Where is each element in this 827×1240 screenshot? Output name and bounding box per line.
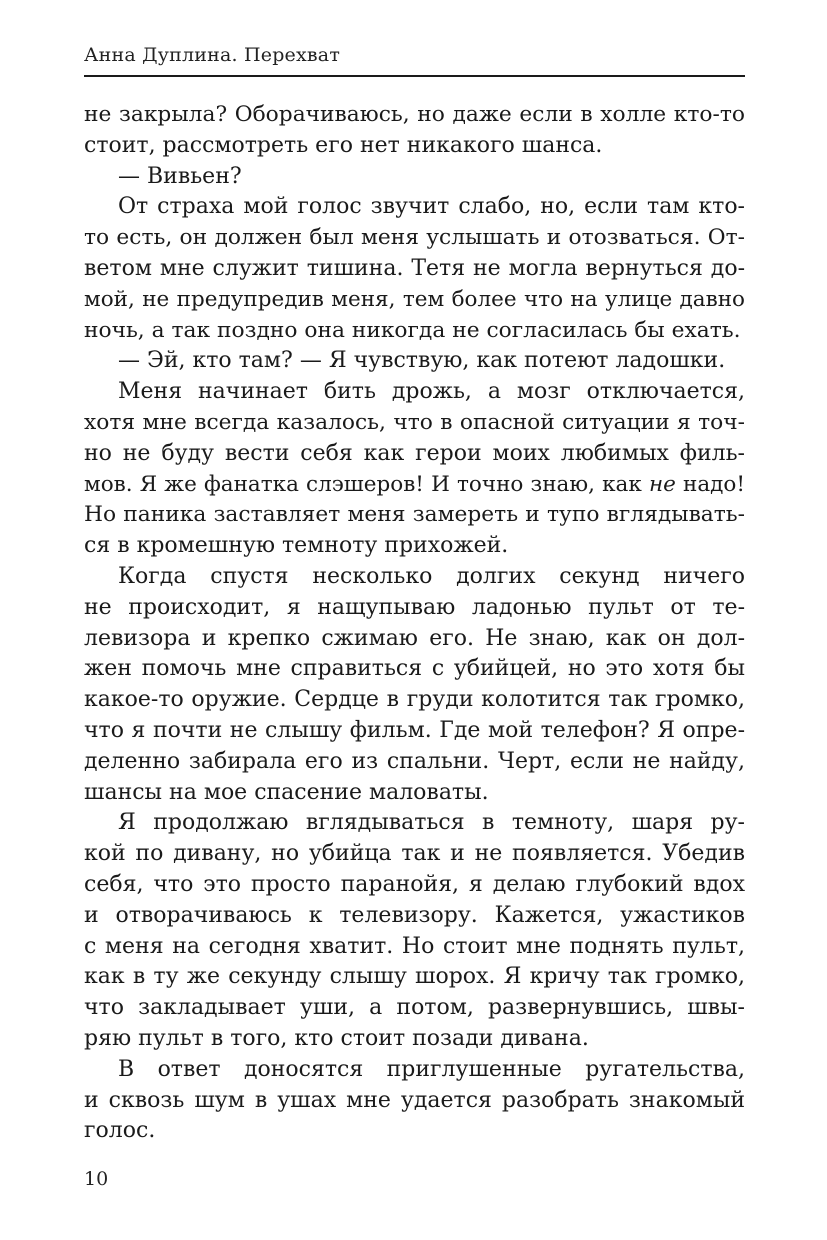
text-line: ночь, а так поздно она никогда не согласилась бы ехать. [84,317,741,343]
text-line: что я почти не слышу фильм. Где мой телефон? Я опре- [84,717,745,743]
emphasis-word: не [648,471,676,497]
text-line: как в ту же секунду слышу шорох. Я кричу так громко, [84,964,745,990]
text-line: голос. [84,1118,156,1144]
text-line: но не буду вести себя как герои моих любимых филь- [84,440,745,466]
text-line: Я продолжаю вглядываться в темноту, шаря ру- [118,810,745,836]
text-line: хотя мне всегда казалось, что в опасной ситуации я точ- [84,409,745,435]
text-line: ся в кромешную темноту прихожей. [84,533,509,559]
text-line: себя, что это просто паранойя, я делаю глубокий вдох [84,871,745,897]
text-line: — Вивьен? [118,163,242,189]
text-line: В ответ доносятся приглушенные ругательства, [118,1056,745,1082]
text-line: Меня начинает бить дрожь, а мозг отключается, [118,379,745,405]
text-line: не закрыла? Оборачиваюсь, но даже если в холле кто-то [84,102,745,127]
text-line: От страха мой голос звучит слабо, но, если там кто- [118,194,745,220]
text-line: — Эй, кто там? — Я чувствую, как потеют ладошки. [118,348,726,374]
text-line: с меня на сегодня хватит. Но стоит мне поднять пульт, [84,933,745,959]
page-number: 10 [84,1168,109,1190]
text-line: шансы на мое спасение маловаты. [84,779,489,805]
text-line: какое-то оружие. Сердце в груди колотится так громко, [84,687,745,713]
text-line-part: мов. Я же фанатка слэшеров! И точно знаю, как [84,471,642,497]
text-line [84,470,745,501]
text-line: и отворачиваюсь к телевизору. Кажется, ужастиков [84,902,745,928]
text-line: ветом мне служит тишина. Тетя не могла вернуться до- [84,255,745,281]
header-rule [84,75,745,77]
text-line: Но паника заставляет меня замереть и тупо вглядывать- [84,502,745,528]
text-line: кой по дивану, но убийца так и не появляется. Убедив [84,841,745,867]
text-line: что закладывает уши, а потом, развернувшись, швы- [84,995,745,1021]
text-line: ряю пульт в того, кто стоит позади дивана. [84,1025,589,1051]
text-line: Когда спустя несколько долгих секунд ничего [118,563,745,589]
text-line: левизора и крепко сжимаю его. Не знаю, как он дол- [84,625,745,651]
text-line: не происходит, я нащупываю ладонью пульт от те- [84,594,745,620]
text-line: и сквозь шум в ушах мне удается разобрать знакомый [84,1087,745,1113]
page-body-text [84,100,745,1147]
text-line-part: надо! [683,471,745,497]
running-head-title: Анна Дуплина. Перехват [84,44,341,66]
text-line: деленно забирала его из спальни. Черт, если не найду, [84,748,745,774]
text-line: жен помочь мне справиться с убийцей, но это хотя бы [84,656,745,682]
text-line: мой, не предупредив меня, тем более что на улице давно [84,286,745,312]
text-line: стоит, рассмотреть его нет никакого шанса. [84,132,603,158]
text-line: то есть, он должен был меня услышать и отозваться. От- [84,225,745,251]
